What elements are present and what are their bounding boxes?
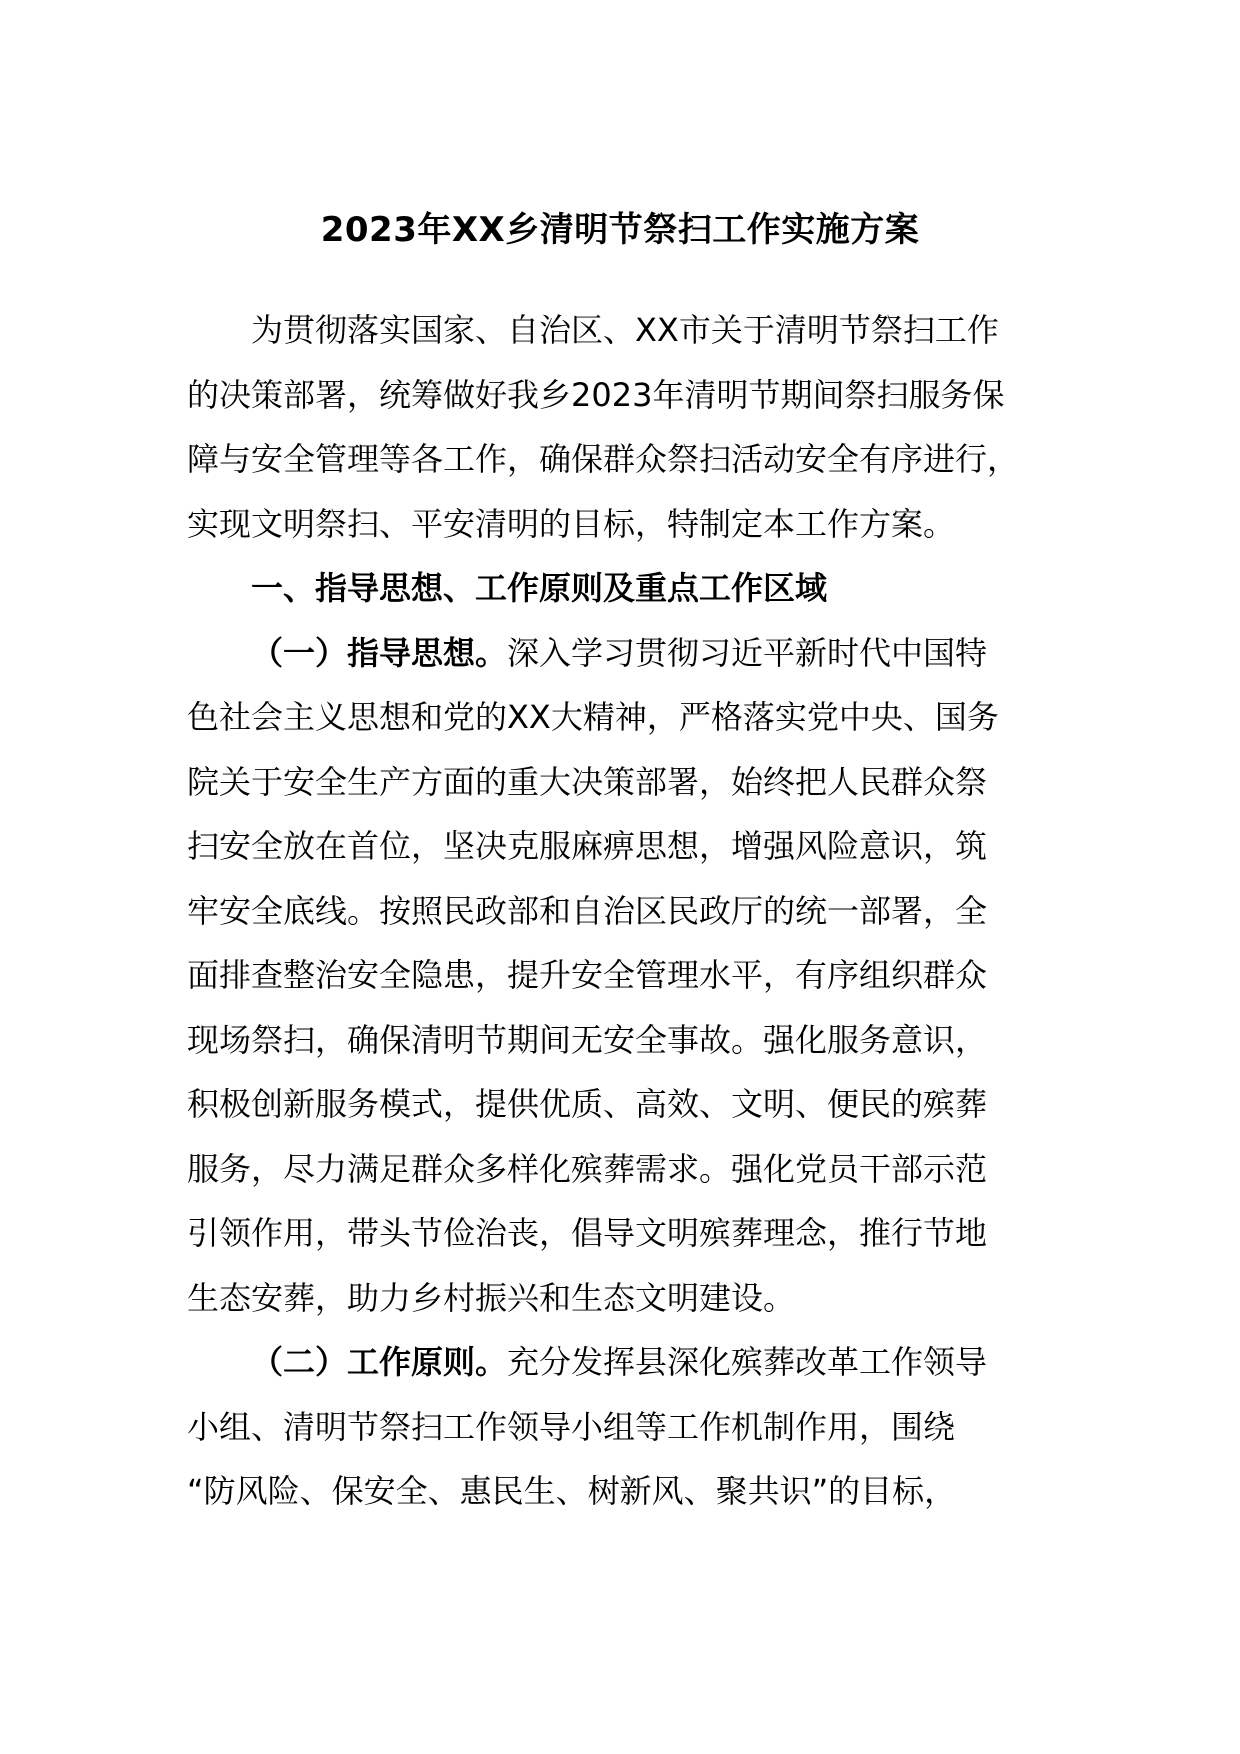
paragraph-line-text: 充分发挥县深化殡葬改革工作领导 (507, 1343, 988, 1381)
document-title: 2023年XX乡清明节祭扫工作实施方案 (320, 210, 920, 250)
paragraph-line: 牢安全底线。按照民政部和自治区民政厅的统一部署，全 (187, 891, 988, 930)
subsection-label-1: （一）指导思想。 (251, 633, 508, 672)
paragraph-line: 服务，尽力满足群众多样化殡葬需求。强化党员干部示范 (187, 1149, 988, 1188)
document-body (187, 298, 1057, 1524)
paragraph-first-line (187, 621, 1057, 686)
intro-line: 的决策部署，统筹做好我乡2023年清明节期间祭扫服务保 (187, 375, 1005, 414)
paragraph-line: 积极创新服务模式，提供优质、高效、文明、便民的殡葬 (187, 1085, 988, 1123)
guiding-ideology-paragraph (187, 621, 1057, 1331)
intro-line: 为贯彻落实国家、自治区、XX市关于清明节祭扫工作 (251, 311, 999, 349)
paragraph-line-text: 深入学习贯彻习近平新时代中国特 (507, 633, 988, 672)
intro-line: 障与安全管理等各工作，确保群众祭扫活动安全有序进行， (187, 440, 1020, 478)
paragraph-line: 面排查整治安全隐患，提升安全管理水平，有序组织群众 (187, 956, 988, 994)
paragraph-line: 生态安葬，助力乡村振兴和生态文明建设。 (187, 1278, 796, 1317)
subsection-label-2: （二）工作原则。 (251, 1343, 508, 1381)
paragraph-line: 小组、清明节祭扫工作领导小组等工作机制作用，围绕 (187, 1407, 956, 1446)
intro-line: 实现文明祭扫、平安清明的目标，特制定本工作方案。 (187, 504, 956, 543)
paragraph-line: “防风险、保安全、惠民生、树新风、聚共识”的目标， (187, 1472, 957, 1510)
paragraph-line: 色社会主义思想和党的XX大精神，严格落实党中央、国务 (187, 698, 999, 736)
working-principles-paragraph (187, 1330, 1057, 1524)
intro-paragraph (187, 298, 1057, 556)
paragraph-line: 扫安全放在首位，坚决克服麻痹思想，增强风险意识，筑 (187, 827, 988, 865)
paragraph-line: 引领作用，带头节俭治丧，倡导文明殡葬理念，推行节地 (187, 1214, 988, 1252)
paragraph-line: 院关于安全生产方面的重大决策部署，始终把人民群众祭 (187, 762, 988, 801)
paragraph-line: 现场祭扫，确保清明节期间无安全事故。强化服务意识， (187, 1020, 988, 1059)
section-heading-1: 一、指导思想、工作原则及重点工作区域 (251, 569, 828, 607)
paragraph-first-line (187, 1330, 1057, 1395)
